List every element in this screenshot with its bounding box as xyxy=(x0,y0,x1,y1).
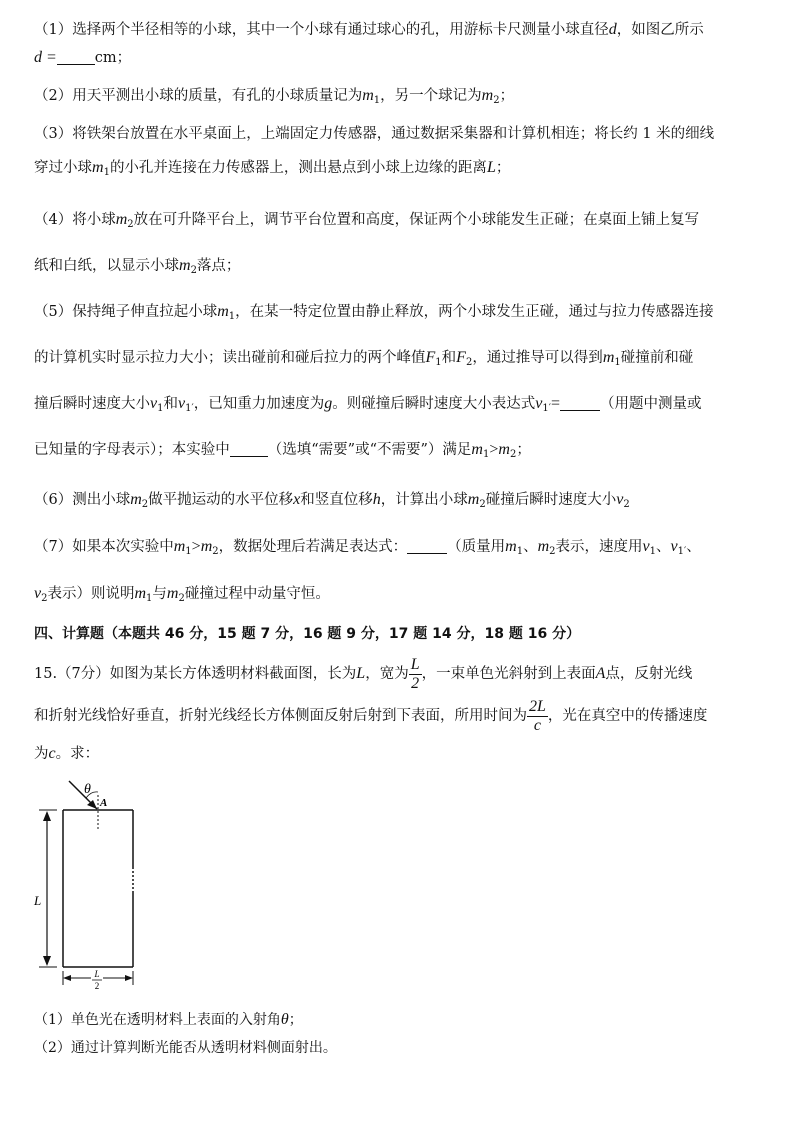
width-label-numerator: L xyxy=(94,969,100,979)
step-5-line-3: 撞后瞬时速度大小$v_1$和$v_{1'}$，已知重力加速度为g。则碰撞后瞬时速度大小表达式$v_{1'}=$ （用题中测量或 xyxy=(34,395,702,414)
step-2-line: （2）用天平测出小球的质量，有孔的小球质量记为$m_1$，另一个球记为$m_2$； xyxy=(34,87,515,106)
step-1-line-1: （1）选择两个半径相等的小球，其中一个小球有通过球心的孔，用游标卡尺测量小球直径d，如图乙所示 xyxy=(34,21,704,38)
step-3-line-1: （3）将铁架台放置在水平桌面上，上端固定力传感器，通过数据采集器和计算机相连；将长约 1 米的细线 xyxy=(34,126,715,142)
q15-sub-1: （1）单色光在透明材料上表面的入射角θ； xyxy=(34,1011,303,1028)
step-7-line-1: （7）如果本次实验中$m_1>m_2$，数据处理后若满足表达式： （质量用$m_1$、$m_2$表示，速度用$v_1$、$v_{1'}$、 xyxy=(34,538,701,557)
width-label-denominator: 2 xyxy=(94,981,100,991)
rectangle-cross-section-figure xyxy=(25,775,150,995)
step-6-line: （6）测出小球$m_2$做平抛运动的水平位移x和竖直位移h，计算出小球$m_2$碰撞后瞬时速度大小$v_2$ xyxy=(34,491,630,510)
height-arrow-up xyxy=(43,811,51,821)
step-5-line-4: 已知量的字母表示）；本实验中 （选填“需要”或“不需要”）满足$m_1>m_2$； xyxy=(34,441,531,460)
q15-line-3: 为c。求： xyxy=(34,745,100,762)
step-1-line-2: d = cm； xyxy=(34,49,132,66)
step-3-line-2: 穿过小球$m_1$的小孔并连接在力传感器上，测出悬点到小球上边缘的距离L； xyxy=(34,159,511,178)
q15-line-1: 15.（7分）如图为某长方体透明材料截面图，长为L，宽为 $\frac{L}{2}$ ，一束单色光斜射到上表面A点，反射光线 xyxy=(34,655,693,692)
height-label: L xyxy=(34,893,42,908)
answer-blank-momentum-expression[interactable] xyxy=(407,538,447,554)
fraction-L-over-2: $\frac{L}{2}$ xyxy=(410,655,420,692)
step-4-line-2: 纸和白纸，以显示小球$m_2$落点； xyxy=(34,257,241,276)
step-7-line-2: $v_2$表示）则说明$m_1$与$m_2$碰撞过程中动量守恒。 xyxy=(34,585,330,604)
point-A-label: A xyxy=(100,797,108,809)
fraction-2L-over-c: $\frac{2L}{c}$ xyxy=(529,697,546,734)
step-5-line-1: （5）保持绳子伸直拉起小球$m_1$，在某一特定位置由静止释放，两个小球发生正碰，通过与拉力传感器连接 xyxy=(34,303,714,322)
answer-blank-need-mass-condition[interactable] xyxy=(230,441,268,457)
width-arrow-left xyxy=(63,975,71,981)
width-arrow-right xyxy=(125,975,133,981)
height-arrow-down xyxy=(43,956,51,966)
section-4-heading: 四、计算题（本题共 46 分，15 题 7 分，16 题 9 分，17 题 14 分，18 题 16 分） xyxy=(34,626,581,642)
theta-label: θ xyxy=(84,782,91,797)
q15-line-2: 和折射光线恰好垂直，折射光线经长方体侧面反射后射到下表面，所用时间为 $\frac{2L}{c}$ ，光在真空中的传播速度 xyxy=(34,697,708,734)
step-4-line-1: （4）将小球$m_2$放在可升降平台上，调节平台位置和高度，保证两个小球能发生正碰；在桌面上铺上复写 xyxy=(34,211,700,230)
answer-blank-v1-prime[interactable] xyxy=(560,395,600,411)
answer-blank-diameter[interactable] xyxy=(57,49,95,65)
q15-sub-2: （2）通过计算判断光能否从透明材料侧面射出。 xyxy=(34,1040,337,1056)
step-5-line-2: 的计算机实时显示拉力大小；读出碰前和碰后拉力的两个峰值$F_1$和$F_2$，通过推导可以得到$m_1$碰撞前和碰 xyxy=(34,349,694,368)
